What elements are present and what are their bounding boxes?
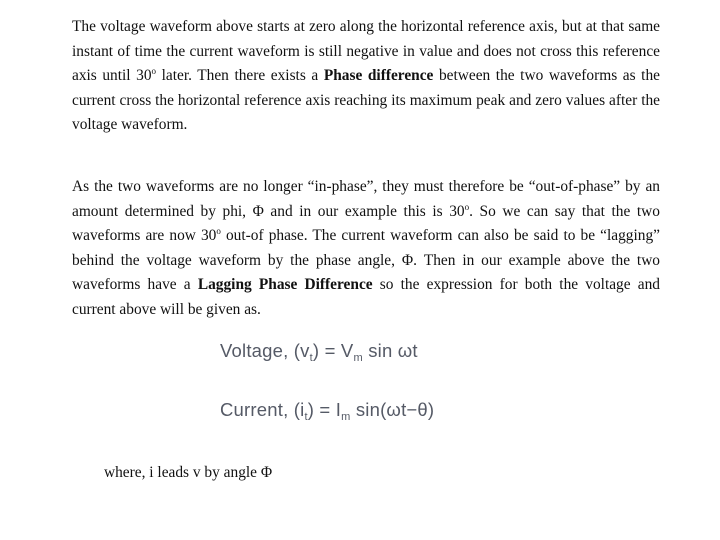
paragraph-phase-difference — [72, 15, 660, 138]
voltage-rhs: sin ωt — [362, 340, 418, 361]
degree-mark: o — [151, 66, 157, 77]
voltage-rhs-subscript: m — [353, 352, 363, 364]
degree-mark: o — [216, 226, 221, 237]
degree-mark: o — [464, 201, 470, 212]
voltage-lhs-subscript: t — [309, 352, 313, 364]
voltage-equation — [220, 340, 418, 362]
paragraph-lagging — [72, 175, 660, 323]
lead-note: where, i leads v by angle Φ — [104, 464, 273, 481]
p1-text-2: later. Then there exists a — [156, 67, 324, 85]
p2-text-2: . So we can say that the two waveforms are now 30 — [72, 202, 660, 245]
term-lagging-phase-difference: Lagging Phase Difference — [197, 276, 373, 294]
voltage-equals: ) = V — [312, 340, 354, 361]
term-phase-difference: Phase difference — [323, 67, 434, 85]
current-rhs: sin(ωt−θ) — [350, 399, 435, 420]
current-lhs: Current, (i — [220, 399, 305, 420]
p2-text-3: out-of phase. The current waveform can also be said to be “lagging” behind the voltage waveform by the phase angle, Φ. Then in our example above the two waveforms have a — [72, 227, 660, 294]
p1-text-1: The voltage waveform above starts at zero along the horizontal reference axis, but at that same instant of time the current waveform is still negative in value and does not cross this reference axis until 30 — [72, 18, 660, 85]
p2-text-4: so the expression for both the voltage and current above will be given as. — [72, 276, 660, 318]
current-rhs-subscript: m — [341, 411, 351, 423]
current-lhs-subscript: t — [304, 411, 308, 423]
current-equals: ) = I — [307, 399, 342, 420]
p1-text-3: between the two waveforms as the current cross the horizontal reference axis reaching its maximum peak and zero values after the voltage waveform. — [72, 67, 660, 134]
p2-text-1: As the two waveforms are no longer “in-phase”, they must therefore be “out-of-phase” by an amount determined by phi, Φ and in our example this is 30 — [72, 178, 660, 220]
current-equation — [220, 399, 434, 421]
voltage-lhs: Voltage, (v — [220, 340, 310, 361]
